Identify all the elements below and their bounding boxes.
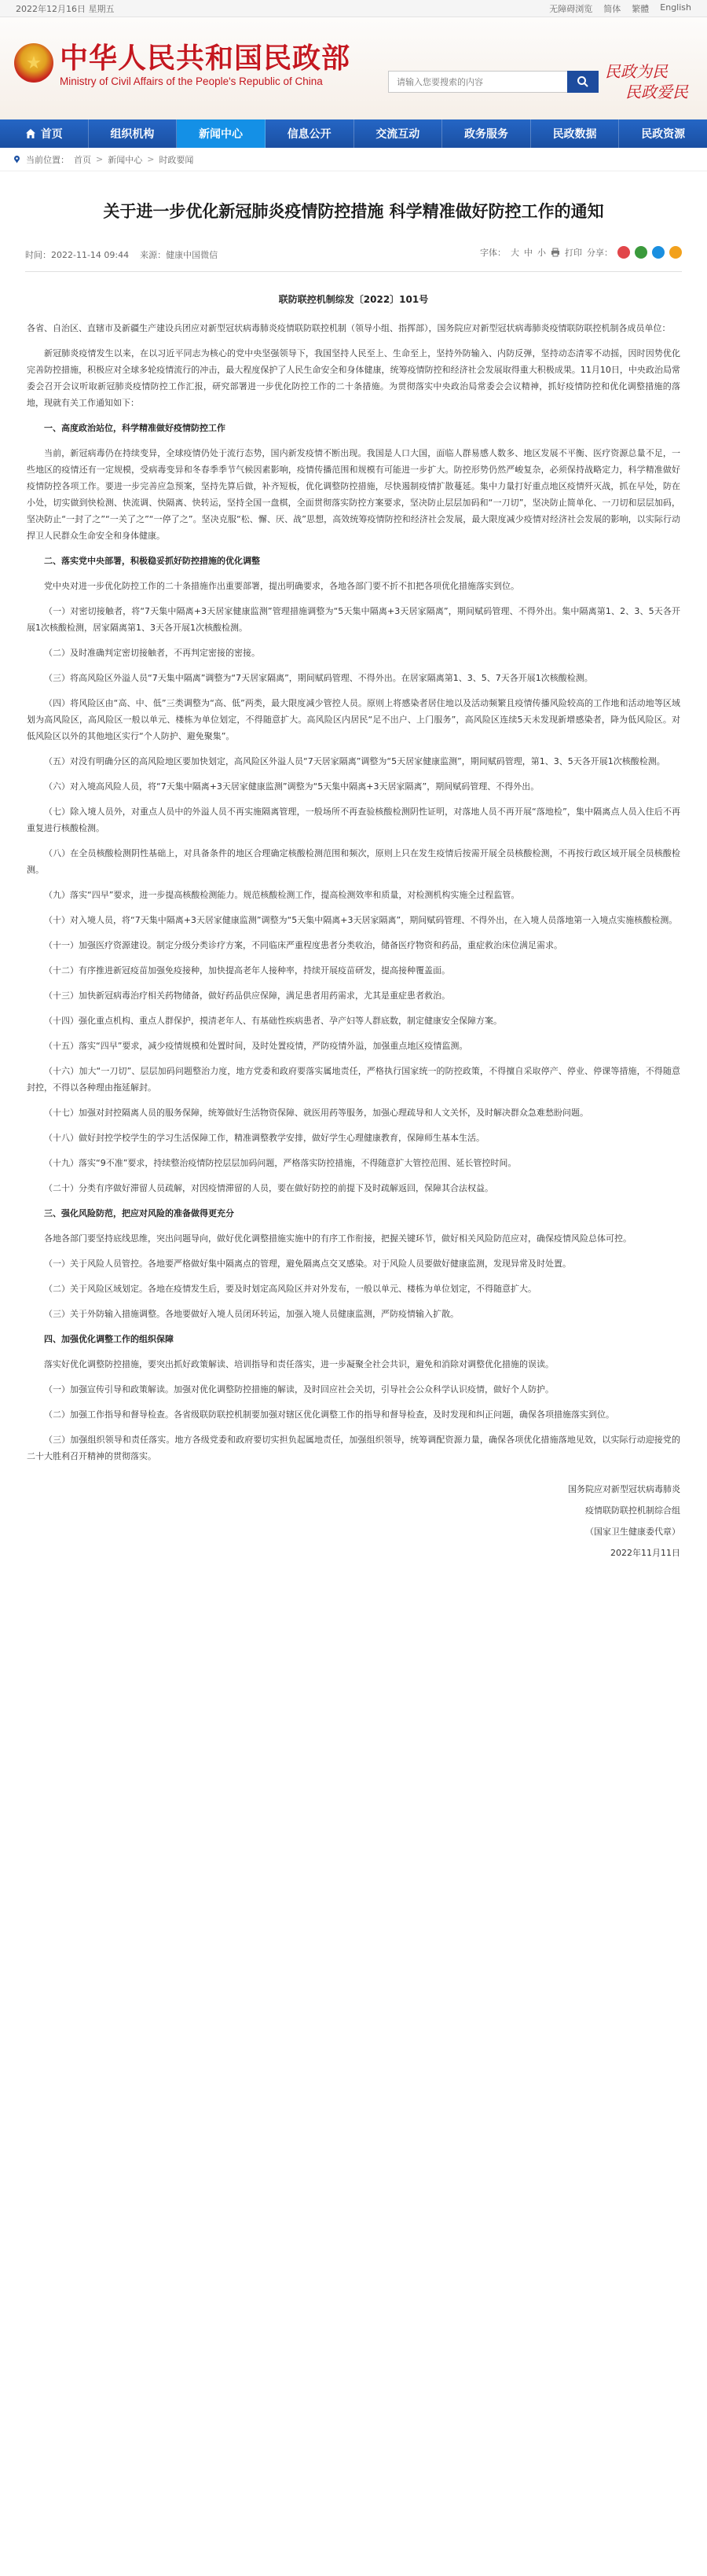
font-size-small[interactable]: 小 <box>537 248 546 258</box>
paragraph: （二）关于风险区域划定。各地在疫情发生后，要及时划定高风险区并对外发布，一般以单元、楼栋为单位划定，不得随意扩大。 <box>44 1284 537 1294</box>
paragraph: （五）对没有明确分区的高风险地区要加快划定，高风险区外溢人员“7天居家隔离”调整为“5天居家健康监测”，期间赋码管理，第1、3、5天各开展1次核酸检测。 <box>44 756 665 766</box>
breadcrumb-home[interactable]: 首页 <box>74 154 91 165</box>
breadcrumb-current[interactable]: 时政要闻 <box>159 154 194 165</box>
paragraph: （十八）做好封控学校学生的学习生活保障工作，精准调整教学安排，做好学生心理健康教育，保障师生基本生活。 <box>44 1133 485 1143</box>
nav-data[interactable]: 民政数据 <box>531 119 620 148</box>
share-label: 分享： <box>587 248 613 258</box>
paragraph: （十九）落实“9不准”要求，持续整治疫情防控层层加码问题，严格落实防控措施，不得随意扩大管控范围、延长管控时间。 <box>44 1158 517 1168</box>
site-title-en: Ministry of Civil Affairs of the People's Republic of China <box>60 75 323 87</box>
font-size-large[interactable]: 大 <box>511 248 519 258</box>
section-heading: 四、加强优化调整工作的组织保障 <box>44 1334 174 1344</box>
qq-share-icon[interactable] <box>652 246 665 259</box>
article-source: 来源：健康中国微信 <box>140 250 218 260</box>
paragraph: （一）对密切接触者，将“7天集中隔离+3天居家健康监测”管理措施调整为“5天集中隔离+3天居家隔离”，期间赋码管理、不得外出。集中隔离第1、2、3、5天各开展1次核酸检测，居家隔离第1、3天各开展1次核酸检测。 <box>27 606 680 633</box>
font-size-label: 字体： <box>480 248 506 258</box>
slogan <box>605 61 688 102</box>
paragraph: （一）关于风险人员管控。各地要严格做好集中隔离点的管理，避免隔离点交叉感染。对于风险人员要做好健康监测，发现异常及时处置。 <box>44 1259 571 1269</box>
breadcrumb <box>0 148 707 171</box>
accessibility-link[interactable]: 无障碍浏览 <box>549 3 593 14</box>
paragraph: （三）加强组织领导和责任落实。地方各级党委和政府要切实担负起属地责任，加强组织领导，统筹调配资源力量，确保各项优化措施落地见效，以实际行动迎接党的二十大胜利召开精神的贯彻落实。 <box>27 1435 680 1461</box>
paragraph: （十四）强化重点机构、重点人群保护，摸清老年人、有基础性疾病患者、孕产妇等人群底数，制定健康安全保障方案。 <box>44 1016 502 1026</box>
national-emblem-icon[interactable] <box>14 43 53 83</box>
nav-interaction[interactable]: 交流互动 <box>354 119 443 148</box>
paragraph: （八）在全员核酸检测阴性基础上，对具备条件的地区合理确定核酸检测范围和频次，原则上只在发生疫情后按需开展全员核酸检测，不再按行政区域开展全员核酸检测。 <box>27 848 680 875</box>
document-number: 联防联控机制综发〔2022〕101号 <box>278 294 429 305</box>
breadcrumb-separator: > <box>96 154 104 164</box>
paragraph: 落实好优化调整防控措施，要突出抓好政策解读、培训指导和责任落实，进一步凝聚全社会共识，避免和消除对调整优化措施的误读。 <box>44 1359 554 1369</box>
article-title: 关于进一步优化新冠肺炎疫情防控措施 科学精准做好防控工作的通知 <box>103 202 604 221</box>
paragraph: （九）落实“四早”要求，进一步提高核酸检测能力。规范核酸检测工作，提高检测效率和质量，对检测机构实施全过程监管。 <box>44 890 520 900</box>
paragraph: 党中央对进一步优化防控工作的二十条措施作出重要部署，提出明确要求，各地各部门要不折不扣把各项优化措施落实到位。 <box>44 581 519 591</box>
search-button[interactable] <box>567 71 599 93</box>
paragraph: （二）加强工作指导和督导检查。各省级联防联控机制要加强对辖区优化调整工作的指导和督导检查，及时发现和纠正问题，确保各项措施落实到位。 <box>44 1409 614 1420</box>
paragraph: （十）对入境人员，将“7天集中隔离+3天居家健康监测”调整为“5天集中隔离+3天居家隔离”，期间赋码管理、不得外出，在入境人员落地第一入境点实施核酸检测。 <box>44 915 678 925</box>
signature-block <box>0 1479 680 1564</box>
breadcrumb-news-center[interactable]: 新闻中心 <box>108 154 143 165</box>
slogan-line2: 民政爱民 <box>625 83 688 101</box>
paragraph: （三）关于外防输入措施调整。各地要做好入境人员闭环转运，加强入境人员健康监测，严防疫情输入扩散。 <box>44 1309 459 1319</box>
article-body <box>27 320 680 1464</box>
traditional-link[interactable]: 繁體 <box>632 3 650 14</box>
section-heading: 一、高度政治站位，科学精准做好疫情防控工作 <box>44 423 225 433</box>
article-tools <box>480 246 682 259</box>
article-meta <box>25 237 682 272</box>
site-title-cn: 中华人民共和国民政部 <box>60 42 351 75</box>
nav-home-label: 首页 <box>40 128 63 141</box>
signature-org1: 国务院应对新型冠状病毒肺炎 <box>568 1484 680 1494</box>
section-heading: 二、落实党中央部署，积极稳妥抓好防控措施的优化调整 <box>44 556 260 566</box>
wechat-share-icon[interactable] <box>635 246 647 259</box>
paragraph: （十一）加强医疗资源建设。制定分级分类诊疗方案，不同临床严重程度患者分类收治，储备医疗物资和药品，重症救治床位满足需求。 <box>44 940 562 950</box>
paragraph: （七）除入境人员外，对重点人员中的外溢人员不再实施隔离管理，一般场所不再查验核酸检测阴性证明，对落地人员不再开展“落地检”，集中隔离点人员入住后不再重复进行核酸检测。 <box>27 807 680 833</box>
english-link[interactable]: English <box>660 2 691 13</box>
site-title[interactable] <box>60 42 350 87</box>
top-bar <box>0 0 707 17</box>
search-icon <box>577 75 589 88</box>
paragraph: 当前，新冠病毒仍在持续变异，全球疫情仍处于流行态势，国内新发疫情不断出现。我国是人口大国，面临人群易感人数多、地区发展不平衡、医疗资源总量不足，一些地区的疫情还有一定规模，受病毒变异和冬春季季节气候因素影响，疫情传播范围和规模有可能进一步扩大。防控形势仍然严峻复杂，必须保持战略定力，科学精准做好疫情防控各项工作。要进一步完善应急预案，坚持先算后做，补齐短板，优化调整防控措施，尽快遏制疫情扩散蔓延。集中力量打好重点地区疫情歼灭战，抓在早处，防在小处，切实做到快检测、快流调、快隔离、快转运，坚持全国一盘棋，全面贯彻落实防控方案要求，坚决防止层层加码和“一刀切”，坚决防止简单化、一刀切和层层加码，坚决防止“一封了之”“一关了之”“一停了之”。坚决克服“松、懈、厌、战”思想，高效统筹疫情防控和经济社会发展，最大限度减少疫情对经济社会发展的影响，以实际行动捍卫人民群众生命安全和身体健康。 <box>27 448 680 541</box>
search-box <box>388 71 599 93</box>
nav-home[interactable] <box>0 119 89 148</box>
site-header <box>0 17 707 119</box>
publish-time: 时间：2022-11-14 09:44 <box>25 250 130 260</box>
paragraph: （十七）加强对封控隔离人员的服务保障，统筹做好生活物资保障、就医用药等服务，加强心理疏导和人文关怀，及时解决群众急难愁盼问题。 <box>44 1108 588 1118</box>
paragraph: 新冠肺炎疫情发生以来，在以习近平同志为核心的党中央坚强领导下，我国坚持人民至上、生命至上，坚持外防输入、内防反弹，坚持动态清零不动摇，因时因势优化完善防控措施，积极应对全球多轮疫情流行的冲击，最大程度保护了人民生命安全和身体健康，统筹疫情防控和经济社会发展取得重大积极成果。11月10日，中央政治局常委会召开会议听取新冠肺炎疫情防控工作汇报，研究部署进一步优化防控工作的二十条措施。为贯彻落实中央政治局常委会会议精神，抓好疫情防控和优化调整措施的落地，现就有关工作通知如下： <box>27 348 680 408</box>
nav-resources[interactable]: 民政资源 <box>641 128 686 141</box>
nav-services[interactable]: 政务服务 <box>442 119 531 148</box>
section-heading: 三、强化风险防范，把应对风险的准备做得更充分 <box>44 1208 234 1218</box>
simplified-link[interactable]: 简体 <box>603 3 621 14</box>
qzone-share-icon[interactable] <box>669 246 682 259</box>
slogan-line1: 民政为民 <box>605 62 668 81</box>
current-date: 2022年12月16日 星期五 <box>16 3 115 14</box>
paragraph: （一）加强宣传引导和政策解读。加强对优化调整防控措施的解读，及时回应社会关切，引导社会公众科学认识疫情，做好个人防护。 <box>44 1384 554 1395</box>
paragraph: 各省、自治区、直辖市及新疆生产建设兵团应对新型冠状病毒肺炎疫情联防联控机制（领导小组、指挥部），国务院应对新型冠状病毒肺炎疫情联防联控机制各成员单位： <box>27 323 671 333</box>
signature-org2: 疫情联防联控机制综合组 <box>585 1505 680 1516</box>
paragraph: （十六）加大“一刀切”、层层加码问题整治力度，地方党委和政府要落实属地责任，严格执行国家统一的防控政策，不得擅自采取停产、停业、停课等措施，不得随意封控，不得以各种理由拖延解封。 <box>27 1066 680 1093</box>
paragraph: （十二）有序推进新冠疫苗加强免疫接种，加快提高老年人接种率，持续开展疫苗研发，提高接种覆盖面。 <box>44 965 450 976</box>
breadcrumb-separator: > <box>147 154 155 164</box>
breadcrumb-prefix: 当前位置： <box>26 154 69 165</box>
signature-note: （国家卫生健康委代章） <box>585 1527 680 1537</box>
nav-organization[interactable]: 组织机构 <box>89 119 178 148</box>
nav-info-disclosure[interactable]: 信息公开 <box>266 119 354 148</box>
paragraph: （六）对入境高风险人员，将“7天集中隔离+3天居家健康监测”调整为“5天集中隔离+3天居家隔离”，期间赋码管理、不得外出。 <box>44 781 540 792</box>
paragraph: （二十）分类有序做好滞留人员疏解，对因疫情滞留的人员，要在做好防控的前提下及时疏解返回，保障其合法权益。 <box>44 1183 493 1193</box>
print-icon[interactable] <box>551 248 560 257</box>
signature-date: 2022年11月11日 <box>610 1548 680 1558</box>
paragraph: （三）将高风险区外溢人员“7天集中隔离”调整为“7天居家隔离”，期间赋码管理、不得外出。在居家隔离第1、3、5、7天各开展1次核酸检测。 <box>44 673 593 683</box>
paragraph: 各地各部门要坚持底线思维，突出问题导向，做好优化调整措施实施中的有序工作衔接，把握关键环节，做好相关风险防范应对，确保疫情风险总体可控。 <box>44 1233 632 1244</box>
home-icon <box>25 128 36 139</box>
emblem-star-icon: ★ <box>26 53 42 73</box>
paragraph: （十五）落实“四早”要求，减少疫情规模和处置时间，及时处置疫情，严防疫情外溢，加强重点地区疫情监测。 <box>44 1041 468 1051</box>
print-link[interactable]: 打印 <box>565 248 582 258</box>
top-links <box>549 2 691 15</box>
paragraph: （二）及时准确判定密切接触者，不再判定密接的密接。 <box>44 648 260 658</box>
weibo-share-icon[interactable] <box>617 246 630 259</box>
search-input[interactable] <box>388 71 567 93</box>
main-nav <box>0 119 707 148</box>
paragraph: （四）将风险区由“高、中、低”三类调整为“高、低”两类，最大限度减少管控人员。原则上将感染者居住地以及活动频繁且疫情传播风险较高的工作地和活动地等区域划为高风险区，高风险区一般以单元、楼栋为单位划定，不得随意扩大。高风险区内居民“足不出户、上门服务”，高风险区连续5天未发现新增感染者，降为低风险区。对低风险区以外的其他地区实行“个人防护、避免聚集”。 <box>27 698 680 741</box>
location-icon <box>13 155 21 164</box>
font-size-medium[interactable]: 中 <box>524 248 533 258</box>
nav-news-center[interactable]: 新闻中心 <box>177 119 266 148</box>
paragraph: （十三）加快新冠病毒治疗相关药物储备，做好药品供应保障，满足患者用药需求，尤其是重症患者救治。 <box>44 990 450 1001</box>
